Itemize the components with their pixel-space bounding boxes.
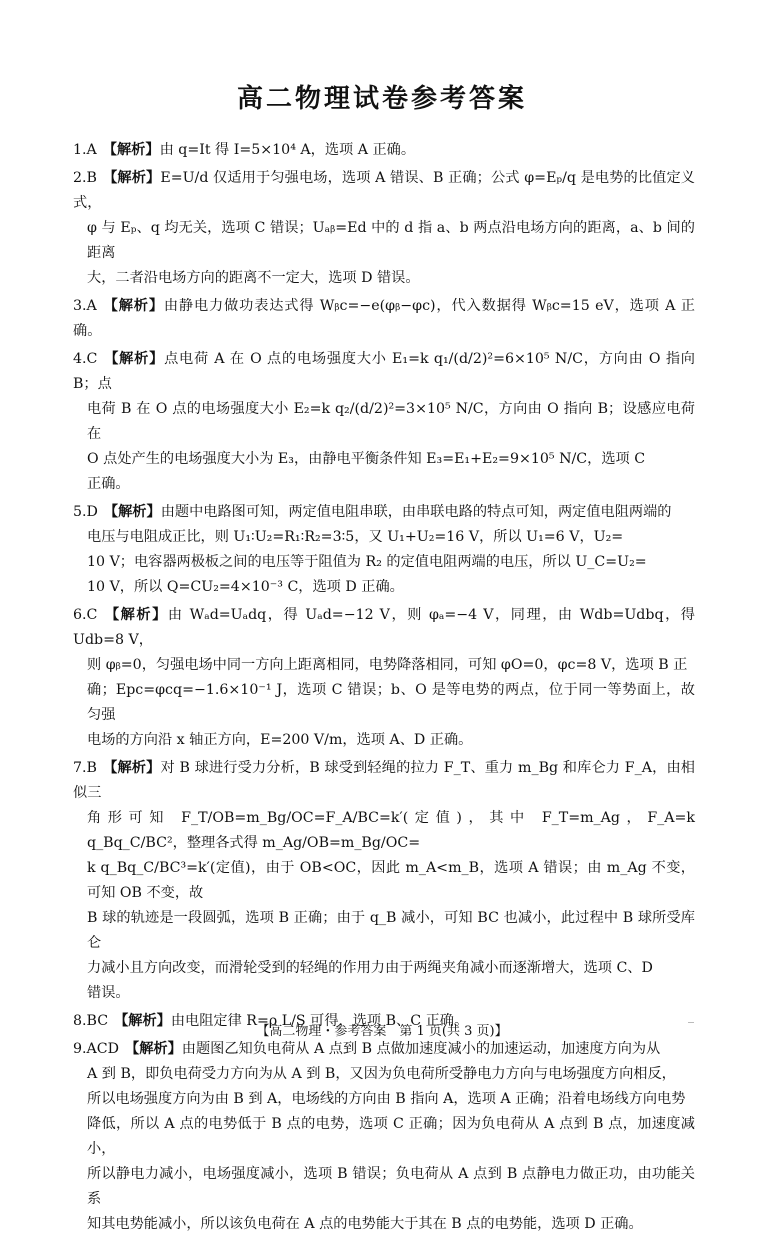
answer-line: φ 与 Eₚ、q 均无关，选项 C 错误；Uₐᵦ=Ed 中的 d 指 a、b 两点沿电场方向的距离，a、b 间的距离	[87, 220, 695, 261]
answer-line: 则 φᵦ=0，匀强电场中同一方向上距离相同，电势降落相同，可知 φO=0，φc=8 V，选项 B 正	[87, 657, 688, 673]
answer-7	[73, 756, 695, 1006]
answer-line: 由题图乙知负电荷从 A 点到 B 点做加速度减小的加速运动，加速度方向为从	[181, 1041, 661, 1057]
analysis-tag: 【解析】	[125, 1041, 182, 1057]
answer-number: 2.B	[73, 170, 97, 186]
answer-list	[73, 138, 695, 1240]
answer-number: 4.C	[73, 351, 98, 367]
answer-line: O 点处产生的电场强度大小为 E₃，由静电平衡条件知 E₃=E₁+E₂=9×10⁵ N/C，选项 C	[87, 451, 646, 467]
answer-line: k q_Bq_C/BC³=k′(定值)，由于 OB<OC，因此 m_A<m_B，选项 A 错误；由 m_Ag 不变，可知 OB 不变，故	[87, 860, 695, 901]
answer-line: 所以电场强度方向为由 B 到 A，电场线的方向由 B 指向 A，选项 A 正确；沿着电场线方向电势	[87, 1091, 686, 1107]
answer-line: 10 V；电容器两极板之间的电压等于阻值为 R₂ 的定值电阻两端的电压，所以 U_C=U₂=	[87, 554, 647, 570]
answer-line: A 到 B，即负电荷受力方向为从 A 到 B，又因为负电荷所受静电力方向与电场强度方向相反，	[87, 1066, 676, 1082]
analysis-tag: 【解析】	[114, 1013, 171, 1029]
page-title: 高二物理试卷参考答案	[236, 84, 527, 114]
answer-line: 所以静电力减小，电场强度减小，选项 B 错误；负电荷从 A 点到 B 点静电力做正功，由功能关系	[87, 1166, 695, 1207]
answer-line: 对 B 球进行受力分析，B 球受到轻绳的拉力 F_T、重力 m_Bg 和库仑力 F_A，由相似三	[73, 760, 695, 801]
answer-number: 8.BC	[73, 1013, 109, 1029]
analysis-tag: 【解析】	[103, 607, 168, 623]
answer-6	[73, 603, 695, 753]
page-footer: 【高二物理・参考答案 第 1 页(共 3 页)】	[256, 1024, 508, 1039]
analysis-tag: 【解析】	[102, 170, 161, 186]
answer-3	[73, 294, 695, 344]
answer-2	[73, 166, 695, 291]
answer-number: 3.A	[73, 298, 97, 314]
answer-number: 6.C	[73, 607, 98, 623]
analysis-tag: 【解析】	[103, 351, 165, 367]
answer-line: 大，二者沿电场方向的距离不一定大，选项 D 错误。	[87, 270, 420, 286]
analysis-tag: 【解析】	[102, 142, 160, 158]
answer-4	[73, 347, 695, 497]
scan-mark	[688, 1022, 694, 1023]
answer-line: 由电阻定律 R=ρ L/S 可得，选项 B、C 正确。	[170, 1013, 469, 1029]
answer-line: 知其电势能减小，所以该负电荷在 A 点的电势能大于其在 B 点的电势能，选项 D 正确。	[87, 1216, 643, 1232]
answer-line: 电压与电阻成正比，则 U₁∶U₂=R₁∶R₂=3∶5，又 U₁+U₂=16 V，所以 U₁=6 V，U₂=	[87, 529, 624, 545]
answer-line: E=U/d 仅适用于匀强电场，选项 A 错误、B 正确；公式 φ=Eₚ/q 是电势的比值定义式，	[73, 170, 695, 211]
answer-number: 7.B	[73, 760, 97, 776]
answer-line: 点电荷 A 在 O 点的电场强度大小 E₁=k q₁/(d/2)²=6×10⁵ N/C，方向由 O 指向 B；点	[73, 351, 695, 392]
answer-9	[73, 1037, 695, 1237]
analysis-tag: 【解析】	[102, 760, 161, 776]
answer-1	[73, 138, 695, 163]
answer-line: 降低，所以 A 点的电势低于 B 点的电势，选项 C 正确；因为负电荷从 A 点到 B 点，加速度减小，	[87, 1116, 695, 1157]
answer-line: 角形可知 F_T/OB=m_Bg/OC=F_A/BC=k′(定值)，其中 F_T=m_Ag，F_A=k q_Bq_C/BC²，整理各式得 m_Ag/OB=m_Bg/OC=	[87, 810, 695, 851]
analysis-tag: 【解析】	[103, 504, 161, 520]
answer-line: 由 Wₐd=Uₐdq，得 Uₐd=−12 V，则 φₐ=−4 V，同理，由 Wdb=Udbq，得 Udb=8 V，	[73, 607, 695, 648]
answer-line: 电场的方向沿 x 轴正方向，E=200 V/m，选项 A、D 正确。	[87, 732, 473, 748]
answer-line: 正确。	[87, 476, 130, 492]
answer-line: B 球的轨迹是一段圆弧，选项 B 正确；由于 q_B 减小，可知 BC 也减小，此过程中 B 球所受库仑	[87, 910, 695, 951]
answer-line: 由 q=It 得 I=5×10⁴ A，选项 A 正确。	[159, 142, 416, 158]
analysis-tag: 【解析】	[102, 298, 164, 314]
answer-number: 9.ACD	[73, 1041, 120, 1057]
answer-line: 电荷 B 在 O 点的电场强度大小 E₂=k q₂/(d/2)²=3×10⁵ N/C，方向由 O 指向 B；设感应电荷在	[87, 401, 695, 442]
answer-5	[73, 500, 695, 600]
answer-number: 5.D	[73, 504, 98, 520]
answer-line: 由静电力做功表达式得 Wᵦc=−e(φᵦ−φc)，代入数据得 Wᵦc=15 eV，选项 A 正确。	[73, 298, 695, 339]
answer-line: 由题中电路图可知，两定值电阻串联，由串联电路的特点可知，两定值电阻两端的	[160, 504, 672, 520]
answer-line: 力减小且方向改变，而滑轮受到的轻绳的作用力由于两绳夹角减小而逐渐增大，选项 C、D	[87, 960, 653, 976]
answer-number: 1.A	[73, 142, 97, 158]
answer-line: 确；Epc=φcq=−1.6×10⁻¹ J，选项 C 错误；b、O 是等电势的两点，位于同一等势面上，故匀强	[87, 682, 695, 723]
answer-line: 错误。	[87, 985, 130, 1001]
answer-line: 10 V，所以 Q=CU₂=4×10⁻³ C，选项 D 正确。	[87, 579, 404, 595]
